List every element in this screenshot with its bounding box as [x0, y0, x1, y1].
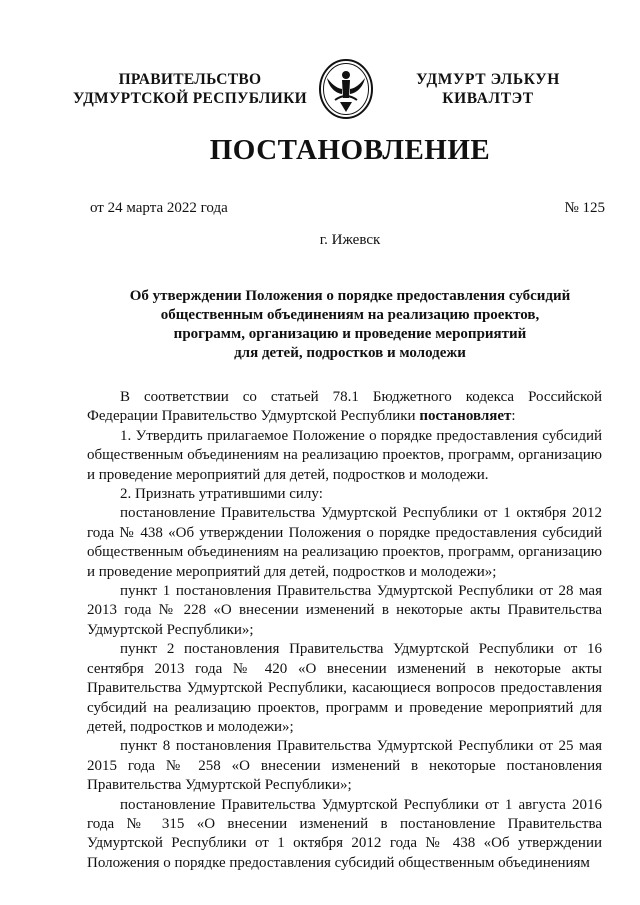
- subject-line: общественным объединениям на реализацию проектов,: [160, 307, 540, 323]
- document-title: ПОСТАНОВЛЕНИЕ: [209, 134, 491, 166]
- government-name-russian: [70, 70, 310, 108]
- subject-line: программ, организацию и проведение мероприятий: [173, 326, 527, 342]
- header-right-line2: КИВАЛТЭТ: [442, 90, 534, 107]
- document-date: от 24 марта 2022 года: [90, 200, 228, 216]
- preamble-text: В соответствии со статьей 78.1 Бюджетного кодекса Российской Федерации Правительство Удмуртской Республики: [87, 389, 602, 425]
- paragraph-repealed-4: пункт 8 постановления Правительства Удмуртской Республики от 25 мая 2015 года № 258 «О внесении изменений в некоторые постановления Правительства Удмуртской Республики»;: [87, 738, 602, 794]
- document-city: г. Ижевск: [319, 232, 381, 248]
- header-right-line1: УДМУРТ ЭЛЬКУН: [416, 71, 560, 88]
- paragraph-repealed-1: постановление Правительства Удмуртской Республики от 1 октября 2012 года № 438 «Об утверждении Положения о порядке предоставления субсидий общественным объединениям на реализацию проектов, программ, организацию и проведение мероприятий для детей, подростков и молодежи»;: [87, 505, 602, 580]
- paragraph-repealed-2: пункт 1 постановления Правительства Удмуртской Республики от 28 мая 2013 года № 228 «О внесении изменений в некоторые акты Правительства Удмуртской Республики»;: [87, 583, 602, 638]
- paragraph-preamble: [87, 388, 602, 427]
- preamble-bold-word: постановляет: [419, 408, 512, 425]
- subject-line: для детей, подростков и молодежи: [234, 345, 466, 361]
- government-name-udmurt: [388, 70, 588, 108]
- paragraph-item-1: 1. Утвердить прилагаемое Положение о порядке предоставления субсидий общественным объединениям на реализацию проектов, программ, организацию и проведение мероприятий для детей, подростков и молодежи.: [87, 427, 602, 483]
- header-left-line2: УДМУРТСКОЙ РЕСПУБЛИКИ: [72, 90, 307, 107]
- coat-of-arms-icon: [318, 58, 374, 120]
- document-body: [87, 388, 602, 873]
- preamble-colon: :: [511, 408, 516, 425]
- paragraph-item-2: 2. Признать утратившими силу:: [120, 486, 323, 503]
- subject-line: Об утверждении Положения о порядке предоставления субсидий: [129, 288, 571, 304]
- header-left-line1: ПРАВИТЕЛЬСТВО: [118, 71, 262, 88]
- paragraph-repealed-5: постановление Правительства Удмуртской Республики от 1 августа 2016 года № 315 «О внесении изменений в постановление Правительства Удмуртской Республики от 1 октября 2012 года № 438 «Об утверждении Положения о порядке предоставления субсидий общественным объединениям: [87, 796, 602, 871]
- document-subject: [85, 287, 615, 363]
- paragraph-repealed-3: пункт 2 постановления Правительства Удмуртской Республики от 16 сентября 2013 года № 420 «О внесении изменений в некоторые акты Правительства Удмуртской Республики, касающиеся вопросов предоставления субсидий на реализацию проектов, программ и проведение мероприятий для детей, подростков и молодежи»;: [87, 641, 602, 735]
- document-number: № 125: [564, 200, 605, 216]
